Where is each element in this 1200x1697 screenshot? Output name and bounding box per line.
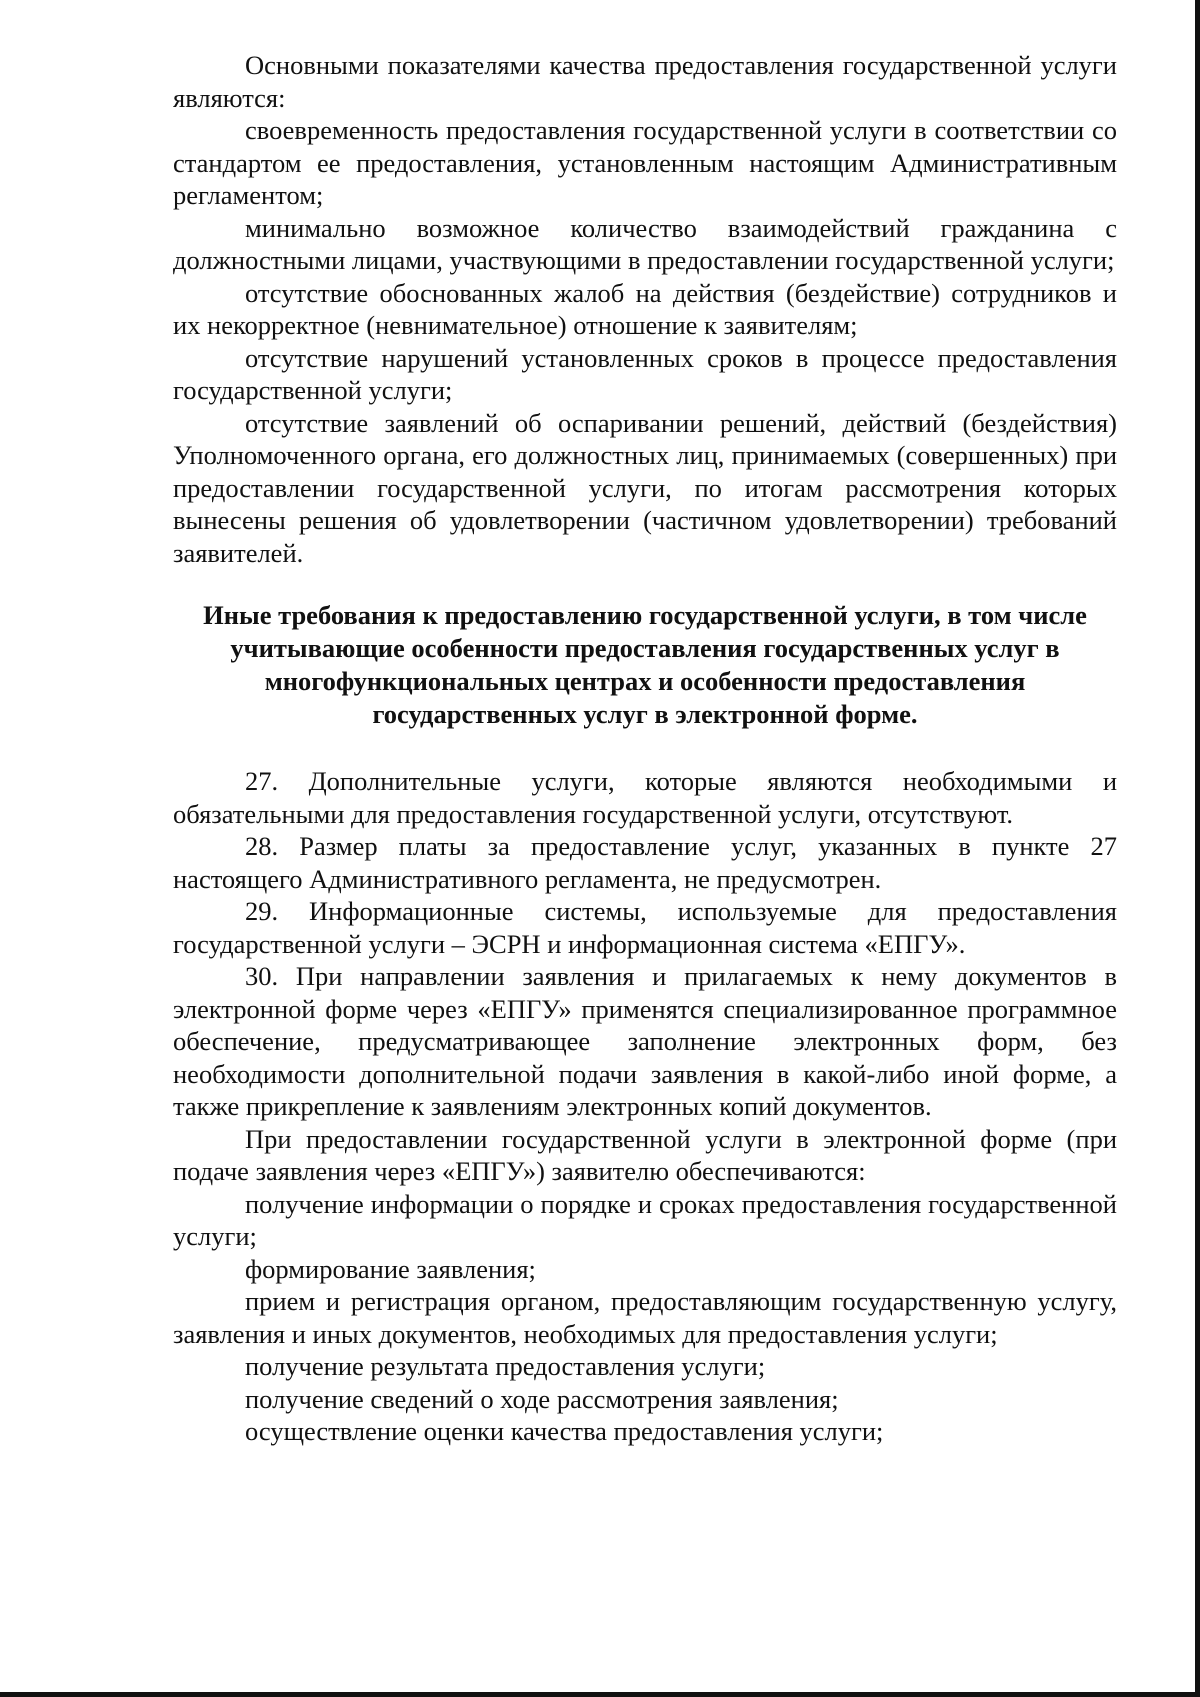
paragraph-minimal-interactions: минимально возможное количество взаимодействий гражданина с должностными лицами, участвующими в предоставлении государственной услуги; — [173, 212, 1117, 275]
paragraph-no-deadline-violations: отсутствие нарушений установленных сроков в процессе предоставления государственной услуги; — [173, 342, 1117, 405]
paragraph-timeliness: своевременность предоставления государственной услуги в соответствии со стандартом ее предоставления, установленным настоящим Административным регламентом; — [173, 115, 1117, 210]
paragraph-item-29: 29. Информационные системы, используемые для предоставления государственной услуги – ЭСРН и информационная система «ЕПГУ». — [173, 896, 1117, 959]
list-item-registration: прием и регистрация органом, предоставляющим государственную услугу, заявления и иных документов, необходимых для предоставления услуги; — [173, 1286, 1117, 1349]
list-item-result: получение результата предоставления услуги; — [245, 1351, 766, 1381]
list-item-quality-assessment: осуществление оценки качества предоставления услуги; — [245, 1416, 884, 1446]
paragraph-item-27: 27. Дополнительные услуги, которые являются необходимыми и обязательными для предоставления государственной услуги, отсутствуют. — [173, 766, 1117, 829]
paragraph-no-disputes: отсутствие заявлений об оспаривании решений, действий (бездействия) Уполномоченного органа, его должностных лиц, принимаемых (совершенных) при предоставлении государственной услуги, по итогам рассмотрения которых вынесены решения об удовлетворении (частичном удовлетворении) требований заявителей. — [173, 407, 1117, 568]
section-heading: Иные требования к предоставлению государственной услуги, в том числе учитывающие особенности предоставления государственных услуг в многофункциональных центрах и особенности предоставления государственных услуг в электронной форме. — [203, 600, 1087, 729]
paragraph-item-28: 28. Размер платы за предоставление услуг, указанных в пункте 27 настоящего Административного регламента, не предусмотрен. — [173, 831, 1117, 894]
document-page — [173, 49, 1117, 1448]
list-item-information: получение информации о порядке и сроках предоставления государственной услуги; — [173, 1188, 1117, 1251]
paragraph-quality-indicators-intro: Основными показателями качества предоставления государственной услуги являются: — [173, 50, 1117, 113]
scan-border-right — [1195, 0, 1200, 1697]
scan-border-bottom — [0, 1692, 1200, 1697]
paragraph-electronic-form-intro: При предоставлении государственной услуги в электронной форме (при подаче заявления через «ЕПГУ») заявителю обеспечиваются: — [173, 1123, 1117, 1186]
paragraph-item-30: 30. При направлении заявления и прилагаемых к нему документов в электронной форме через «ЕПГУ» применятся специализированное программное обеспечение, предусматривающее заполнение электронных форм, без необходимости дополнительной подачи заявления в какой-либо иной форме, а также прикрепление к заявлениям электронных копий документов. — [173, 961, 1117, 1121]
paragraph-no-complaints: отсутствие обоснованных жалоб на действия (бездействие) сотрудников и их некорректное (невнимательное) отношение к заявителям; — [173, 277, 1117, 340]
list-item-progress-info: получение сведений о ходе рассмотрения заявления; — [245, 1383, 839, 1414]
list-item-application-forming: формирование заявления; — [245, 1253, 536, 1284]
